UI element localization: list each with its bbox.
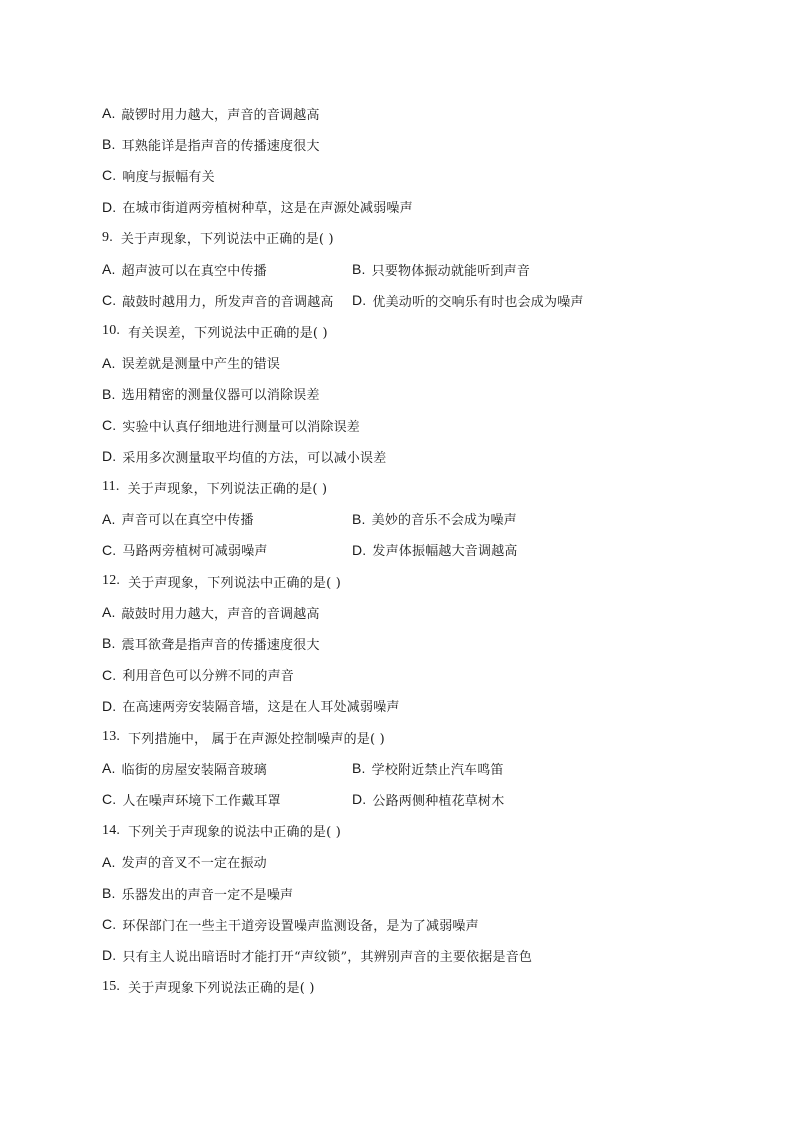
question-number: 13.: [102, 729, 121, 744]
question-stem: [102, 476, 327, 498]
option-text: 响度与振幅有关: [122, 169, 215, 185]
question-stem: [102, 726, 385, 748]
option-text: 在城市街道两旁植树种草，这是在声源处减弱噪声: [122, 201, 413, 217]
option-text: 选用精密的测量仪器可以消除误差: [121, 388, 320, 404]
answer-option-row: [102, 289, 702, 311]
option-text: 只要物体振动就能听到声音: [371, 263, 531, 279]
answer-option: [102, 790, 281, 809]
answer-option: [352, 291, 584, 310]
answer-option-row: [102, 788, 702, 810]
answer-option: [352, 509, 517, 528]
option-text: 环保部门在一些主干道旁设置噪声监测设备，是为了减弱噪声: [122, 918, 479, 934]
option-letter: A.: [102, 105, 116, 121]
option-letter: B.: [102, 136, 116, 153]
answer-option: [352, 759, 504, 778]
option-letter: C.: [102, 541, 117, 558]
answer-option-row: [102, 508, 702, 530]
option-text: 只有主人说出暗语时才能打开“声纹锁”，其辨别声音的主要依据是音色: [122, 949, 533, 965]
question-stem: [102, 320, 328, 342]
option-text: 敲鼓时用力越大，声音的音调越高: [121, 606, 320, 622]
option-letter: B.: [352, 510, 366, 527]
option-text: 发声的音叉不一定在振动: [121, 856, 267, 872]
answer-option: [102, 601, 320, 623]
answer-option: [102, 414, 360, 436]
answer-option-row: [102, 539, 702, 561]
option-letter: C.: [102, 292, 117, 309]
option-letter: B.: [352, 760, 366, 777]
option-text: 敲鼓时越用力，所发声音的音调越高: [122, 294, 334, 310]
option-letter: C.: [102, 791, 117, 808]
question-stem: [102, 227, 334, 249]
question-text: 下列措施中， 属于在声源处控制噪声的是( ): [128, 731, 385, 747]
question-stem: [102, 570, 341, 592]
answer-option: [352, 540, 518, 559]
option-text: 采用多次测量取平均值的方法，可以减小误差: [122, 450, 387, 466]
answer-option: [102, 164, 215, 186]
answer-option: [102, 196, 413, 218]
answer-option: [102, 445, 386, 467]
question-number: 10.: [102, 323, 121, 339]
answer-option: [102, 291, 334, 310]
option-letter: A.: [102, 853, 116, 870]
option-letter: A.: [102, 760, 116, 777]
option-letter: D.: [102, 697, 117, 714]
option-text: 临街的房屋安装隔音玻璃: [121, 762, 267, 778]
option-letter: B.: [102, 635, 116, 652]
answer-option-row: [102, 757, 702, 779]
answer-option: [102, 133, 320, 155]
question-number: 15.: [102, 978, 121, 994]
option-text: 在高速两旁安装隔音墙，这是在人耳处减弱噪声: [122, 700, 400, 716]
option-letter: D.: [102, 198, 117, 215]
option-letter: A.: [102, 510, 116, 527]
option-letter: D.: [352, 541, 367, 558]
answer-option-row: [102, 258, 702, 280]
option-letter: D.: [102, 947, 117, 964]
question-stem: [102, 820, 341, 842]
question-text: 有关误差，下列说法中正确的是( ): [128, 325, 328, 341]
option-letter: B.: [102, 885, 116, 901]
question-number: 9.: [102, 229, 113, 245]
question-number: 11.: [102, 479, 120, 495]
option-text: 公路两侧种植花草树木: [372, 793, 505, 809]
option-text: 声音可以在真空中传播: [121, 513, 254, 529]
answer-option: [102, 695, 400, 717]
option-text: 实验中认真仔细地进行测量可以消除误差: [122, 419, 361, 435]
answer-option: [102, 352, 280, 374]
option-text: 震耳欲聋是指声音的传播速度很大: [121, 637, 320, 653]
answer-option: [102, 540, 268, 559]
answer-option: [102, 759, 267, 778]
answer-option: [102, 913, 479, 935]
option-text: 耳熟能详是指声音的传播速度很大: [121, 138, 320, 154]
question-text: 关于声现象，下列说法中正确的是( ): [120, 232, 334, 248]
answer-option: [102, 851, 267, 873]
answer-option: [352, 790, 504, 809]
option-text: 马路两旁植树可减弱噪声: [122, 544, 268, 560]
answer-option: [102, 102, 320, 124]
question-number: 12.: [102, 573, 121, 588]
option-letter: C.: [102, 916, 117, 933]
question-text: 关于声现象，下列说法中正确的是( ): [128, 575, 341, 591]
option-text: 敲锣时用力越大，声音的音调越高: [121, 107, 320, 123]
option-letter: A.: [102, 604, 116, 621]
option-letter: D.: [102, 448, 117, 465]
option-letter: C.: [102, 666, 117, 683]
answer-option: [102, 944, 532, 966]
question-text: 关于声现象，下列说法正确的是( ): [127, 481, 328, 497]
option-letter: D.: [352, 292, 367, 309]
option-text: 学校附近禁止汽车鸣笛: [371, 762, 504, 778]
question-text: 关于声现象下列说法正确的是( ): [128, 981, 315, 997]
option-text: 误差就是测量中产生的错误: [121, 357, 281, 373]
question-number: 14.: [102, 822, 121, 838]
option-letter: B.: [102, 385, 116, 402]
answer-option: [102, 882, 293, 904]
answer-option: [352, 260, 530, 279]
option-letter: C.: [102, 167, 117, 184]
option-text: 乐器发出的声音一定不是噪声: [121, 887, 294, 903]
option-letter: A.: [102, 354, 116, 371]
answer-option: [102, 383, 320, 405]
option-letter: D.: [352, 791, 367, 808]
answer-option: [102, 509, 254, 528]
question-text: 下列关于声现象的说法中正确的是( ): [128, 825, 341, 841]
option-text: 优美动听的交响乐有时也会成为噪声: [372, 294, 584, 310]
question-stem: [102, 976, 315, 998]
option-letter: B.: [352, 261, 366, 277]
answer-option: [102, 632, 320, 654]
option-text: 超声波可以在真空中传播: [121, 263, 267, 279]
option-text: 利用音色可以分辨不同的声音: [122, 669, 295, 685]
option-letter: C.: [102, 417, 117, 433]
answer-option: [102, 664, 294, 686]
option-letter: A.: [102, 261, 116, 277]
option-text: 发声体振幅越大音调越高: [372, 544, 518, 560]
option-text: 美妙的音乐不会成为噪声: [371, 513, 517, 529]
option-text: 人在噪声环境下工作戴耳罩: [122, 793, 281, 809]
answer-option: [102, 260, 267, 279]
